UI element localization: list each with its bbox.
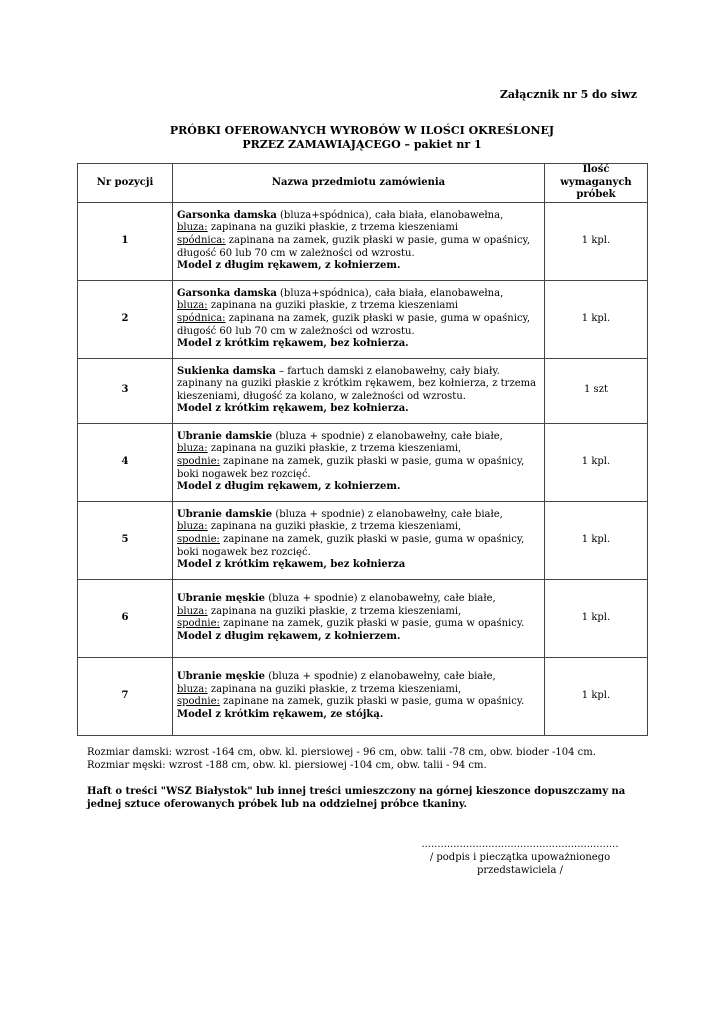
header-position: Nr pozycji [78, 164, 173, 203]
part-label: bluza: [177, 222, 208, 234]
table-header-row [78, 164, 648, 203]
part-label: spódnica: [177, 234, 226, 246]
row-number: 7 [78, 657, 173, 735]
row-quantity: 1 szt [545, 358, 648, 423]
signature-line-1: / podpis i pieczątka upoważnionego [429, 852, 611, 863]
row-number: 4 [78, 423, 173, 501]
part-text: zapinane na zamek, guzik płaski w pasie, guma w opaśnicy, boki nogawek bez rozcięć. [177, 533, 525, 558]
size-men: Rozmiar męski: wzrost -188 cm, obw. kl. piersiowej -104 cm, obw. talii - 94 cm. [87, 760, 487, 771]
part-text: zapinana na guziki płaskie, z trzema kieszeniami, [207, 605, 462, 617]
row-description [173, 657, 545, 735]
part-label: bluza: [177, 683, 208, 695]
annex-label: Załącznik nr 5 do siwz [499, 88, 637, 101]
row-description [173, 579, 545, 657]
embroidery-note: Haft o treści "WSZ Białystok" lub innej treści umieszczony na górnej kieszonce dopuszczamy na jednej sztuce oferowanych próbek lub na oddzielnej próbce tkaniny. [87, 786, 626, 810]
item-model: Model z krótkim rękawem, bez kołnierza. [177, 403, 409, 415]
part-text: zapinane na zamek, guzik płaski w pasie, guma w opaśnicy. [219, 618, 525, 630]
part-text: zapinana na guziki płaskie, z trzema kieszeniami, [207, 683, 462, 695]
item-name: Ubranie damskie [177, 508, 273, 520]
row-number: 5 [78, 501, 173, 579]
part-text: zapinane na zamek, guzik płaski w pasie, guma w opaśnicy. [219, 696, 525, 708]
part-label: bluza: [177, 300, 208, 312]
table-row [78, 202, 648, 280]
row-quantity: 1 kpl. [545, 202, 648, 280]
item-name: Ubranie damskie [177, 430, 273, 442]
table-row [78, 501, 648, 579]
item-name: Ubranie męskie [177, 671, 266, 683]
samples-table [77, 163, 648, 736]
part-text: zapinana na guziki płaskie, z trzema kieszeniami [207, 300, 459, 312]
size-info [87, 746, 647, 772]
item-model: Model z krótkim rękawem, ze stójką. [177, 708, 384, 720]
table-row [78, 657, 648, 735]
item-intro: – fartuch damski z elanobawełny, cały biały. zapinany na guziki płaskie z krótkim rękawem, bez kołnierza, z trzema kieszeniami, długość za kolano, w zależności od wzrostu. [177, 365, 537, 402]
part-label: bluza: [177, 443, 208, 455]
item-name: Garsonka damska [177, 209, 277, 221]
row-description [173, 423, 545, 501]
part-text: zapinana na zamek, guzik płaski w pasie, guma w opaśnicy, długość 60 lub 70 cm w zależności od wzrostu. [177, 234, 531, 259]
item-model: Model z krótkim rękawem, bez kołnierza [177, 559, 406, 571]
size-women: Rozmiar damski: wzrost -164 cm, obw. kl. piersiowej - 96 cm, obw. talii -78 cm, obw. bioder -104 cm. [87, 747, 596, 758]
part-label: bluza: [177, 521, 208, 533]
part-label: bluza: [177, 605, 208, 617]
signature-line-2: przedstawiciela / [476, 865, 564, 876]
table-row [78, 423, 648, 501]
row-quantity: 1 kpl. [545, 579, 648, 657]
item-intro: (bluza+spódnica), cała biała, elanobawełna, [276, 209, 504, 221]
header-quantity-line-1: Ilość [582, 164, 610, 175]
row-number: 3 [78, 358, 173, 423]
table-row [78, 579, 648, 657]
item-name: Ubranie męskie [177, 593, 266, 605]
row-quantity: 1 kpl. [545, 423, 648, 501]
header-quantity [545, 164, 648, 203]
item-intro: (bluza + spodnie) z elanobawełny, całe białe, [265, 671, 496, 683]
row-quantity: 1 kpl. [545, 657, 648, 735]
signature-dots: .............................................................. [421, 839, 619, 850]
part-text: zapinana na guziki płaskie, z trzema kieszeniami, [207, 521, 462, 533]
part-label: spodnie: [177, 533, 220, 545]
row-number: 6 [78, 579, 173, 657]
table-row [78, 280, 648, 358]
header-item-name: Nazwa przedmiotu zamówienia [173, 164, 545, 203]
page-title [0, 124, 724, 152]
row-number: 1 [78, 202, 173, 280]
row-quantity: 1 kpl. [545, 501, 648, 579]
signature-block [400, 838, 640, 877]
row-description [173, 358, 545, 423]
part-text: zapinana na zamek, guzik płaski w pasie, guma w opaśnicy, długość 60 lub 70 cm w zależności od wzrostu. [177, 312, 531, 337]
item-model: Model z długim rękawem, z kołnierzem. [177, 481, 401, 493]
row-quantity: 1 kpl. [545, 280, 648, 358]
header-quantity-line-3: próbek [576, 189, 616, 201]
item-model: Model z długim rękawem, z kołnierzem. [177, 630, 401, 642]
title-line-2: PRZEZ ZAMAWIAJĄCEGO – pakiet nr 1 [242, 138, 482, 151]
item-intro: (bluza + spodnie) z elanobawełny, całe białe, [265, 593, 496, 605]
part-label: spodnie: [177, 618, 220, 630]
title-line-1: PRÓBKI OFEROWANYCH WYROBÓW W ILOŚCI OKREŚLONEJ [169, 124, 555, 137]
row-number: 2 [78, 280, 173, 358]
row-description [173, 280, 545, 358]
item-intro: (bluza+spódnica), cała biała, elanobawełna, [276, 287, 504, 299]
part-text: zapinana na guziki płaskie, z trzema kieszeniami [207, 222, 459, 234]
header-quantity-line-2: wymaganych [560, 176, 632, 188]
row-description [173, 501, 545, 579]
row-description [173, 202, 545, 280]
item-model: Model z długim rękawem, z kołnierzem. [177, 260, 401, 272]
item-name: Sukienka damska [177, 365, 276, 377]
table-row [78, 358, 648, 423]
item-intro: (bluza + spodnie) z elanobawełny, całe białe, [272, 508, 503, 520]
part-label: spodnie: [177, 455, 220, 467]
part-label: spódnica: [177, 312, 226, 324]
item-name: Garsonka damska [177, 287, 277, 299]
part-label: spodnie: [177, 696, 220, 708]
part-text: zapinane na zamek, guzik płaski w pasie, guma w opaśnicy, boki nogawek bez rozcięć. [177, 455, 525, 480]
item-model: Model z krótkim rękawem, bez kołnierza. [177, 338, 409, 350]
item-intro: (bluza + spodnie) z elanobawełny, całe białe, [272, 430, 503, 442]
part-text: zapinana na guziki płaskie, z trzema kieszeniami, [207, 443, 462, 455]
